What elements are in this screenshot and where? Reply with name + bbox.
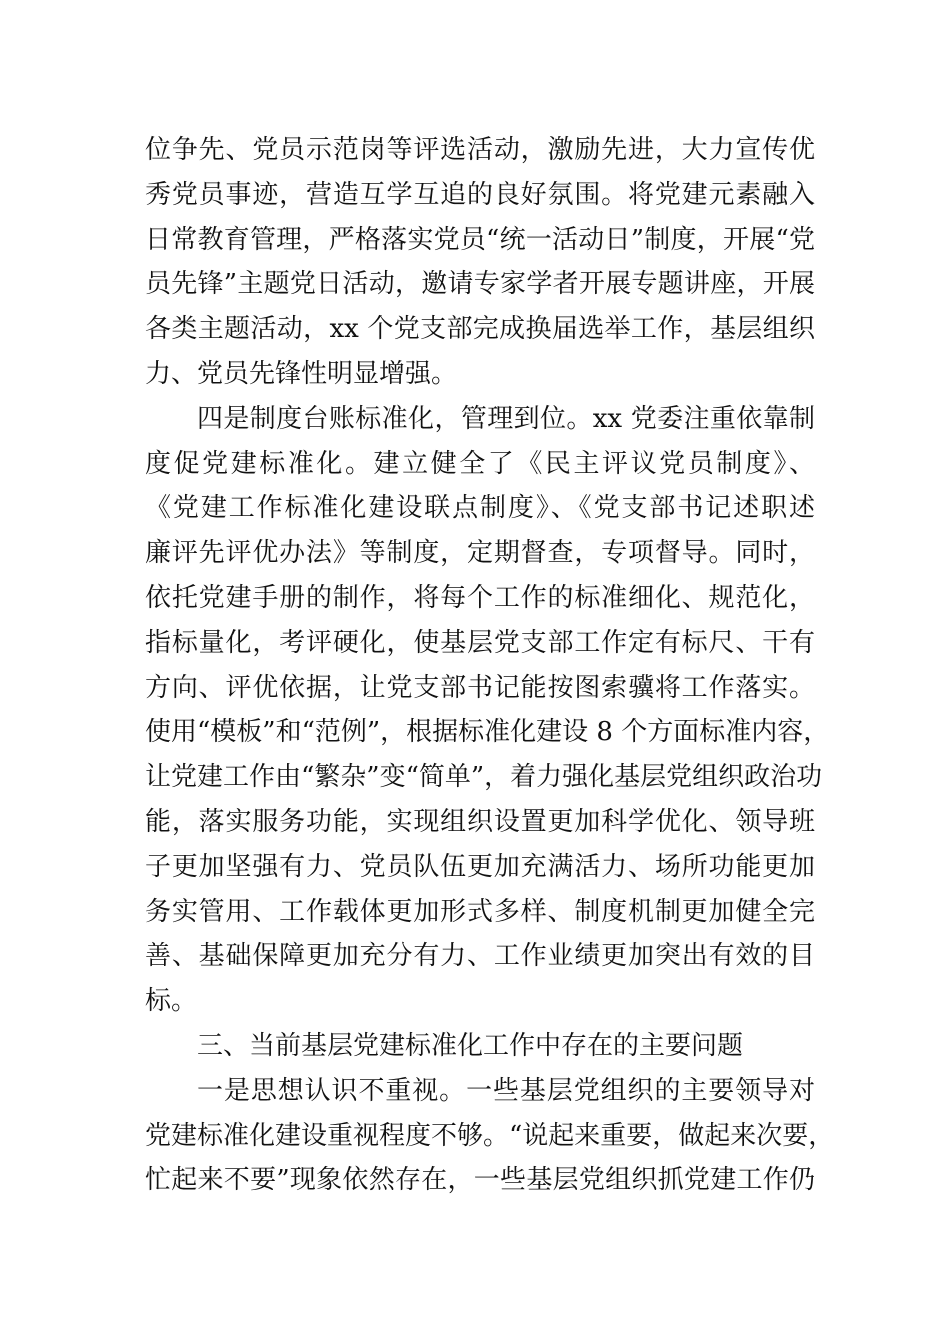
text-line: 子更加坚强有力、党员队伍更加充满活力、场所功能更加 [145,851,815,882]
text-line: 各类主题活动，xx 个党支部完成换届选举工作，基层组织 [145,314,815,345]
paragraph-first-line: 一是思想认识不重视。一些基层党组织的主要领导对 [197,1075,815,1106]
text-line: 让党建工作由“繁杂”变“简单”，着力强化基层党组织政治功 [145,762,823,793]
text-line: 标。 [145,986,198,1017]
text-line: 善、基础保障更加充分有力、工作业绩更加突出有效的目 [145,941,815,972]
text-line: 力、党员先锋性明显增强。 [145,358,458,389]
text-line: 使用“模板”和“范例”，根据标准化建设 8 个方面标准内容， [145,717,830,748]
text-line: 秀党员事迹，营造互学互追的良好氛围。将党建元素融入 [145,179,815,210]
text-line: 指标量化，考评硬化，使基层党支部工作定有标尺、干有 [145,627,815,658]
text-line: 日常教育管理，严格落实党员“统一活动日”制度，开展“党 [145,224,815,255]
text-line: 能，落实服务功能，实现组织设置更加科学优化、领导班 [145,806,815,837]
text-line: 廉评先评优办法》等制度，定期督查，专项督导。同时， [145,538,815,569]
body-text [145,128,835,1203]
text-line: 度促党建标准化。建立健全了《民主评议党员制度》、 [145,448,815,479]
text-line: 忙起来不要”现象依然存在，一些基层党组织抓党建工作仍 [145,1165,815,1196]
text-line: 《党建工作标准化建设联点制度》、《党支部书记述职述 [145,493,815,524]
section-heading: 三、当前基层党建标准化工作中存在的主要问题 [197,1030,744,1061]
text-line: 党建标准化建设重视程度不够。“说起来重要，做起来次要， [145,1120,835,1151]
text-line: 依托党建手册的制作，将每个工作的标准细化、规范化， [145,582,815,613]
text-line: 位争先、党员示范岗等评选活动，激励先进，大力宣传优 [145,135,815,165]
text-line: 方向、评优依据，让党支部书记能按图索骥将工作落实。 [145,672,815,703]
text-line: 员先锋”主题党日活动，邀请专家学者开展专题讲座，开展 [145,269,815,300]
text-line: 务实管用、工作载体更加形式多样、制度机制更加健全完 [145,896,815,927]
paragraph-first-line: 四是制度台账标准化，管理到位。xx 党委注重依靠制 [197,403,815,434]
